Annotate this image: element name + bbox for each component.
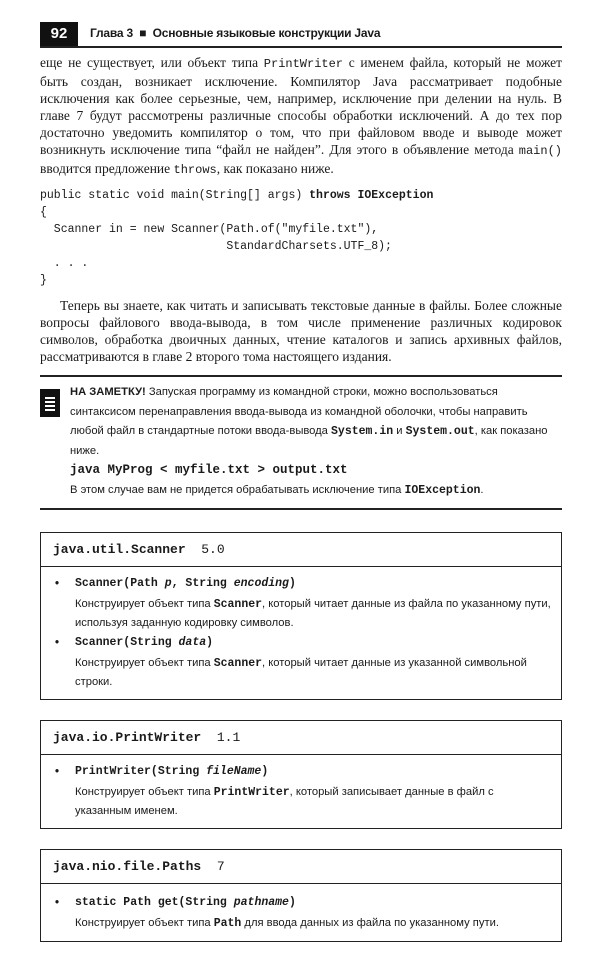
command-line: java MyProg < myfile.txt > output.txt (70, 463, 348, 477)
chapter-name: Основные языковые конструкции Java (152, 26, 381, 40)
chapter-title (90, 26, 380, 40)
paragraph-1: еще не существует, или объект типа PrintWriter с именем файла, который не может быть создан, возникает исключение. Компилятор Java рассматривает подобные исключения как более серьезные, чем, например, исключение при делении на нуль. В главе 7 будут рассмотрены различные способы обработки исключений. А до тех пор достаточно уведомить компилятор о том, что при файловом вводе и выводе может возникнуть исключение типа “файл не найден”. Для этого в объявление метода main() вводится предложение throws, как показано ниже. (40, 55, 562, 177)
chapter-label: Глава 3 (90, 26, 134, 40)
page-number: 92 (40, 22, 78, 46)
api-item: • Scanner(Path p, String encoding) Конструирует объект типа Scanner, который читает данные из файла по указанному пути, используя заданную кодировку символов. (41, 573, 561, 632)
api-item: • PrintWriter(String fileName) Конструирует объект типа PrintWriter, который записывает данные в файл с указанным именем. (41, 761, 561, 820)
paragraph-2: Теперь вы знаете, как читать и записывать текстовые данные в файлы. Более сложные вопросы файлового ввода-вывода, в том числе применение различных кодировок символов, обработка двоичных данных, чтение каталогов и запись архивных файлов, рассматриваются в главе 2 второго тома настоящего издания. (40, 298, 562, 364)
api-box-paths: java.nio.file.Paths 7 • static Path get(String pathname) Конструирует объект типа Path для ввода данных из файла по указанному пути. (40, 849, 562, 942)
separator-icon: ■ (139, 26, 147, 40)
note-box (40, 375, 562, 510)
api-item: • Scanner(String data) Конструирует объект типа Scanner, который читает данные из указанной символьной строки. (41, 632, 561, 691)
code-listing: public static void main(String[] args) throws IOException { Scanner in = new Scanner(Path.of("myfile.txt"), StandardCharsets.UTF_8); . . . } (40, 189, 434, 287)
api-box-printwriter: java.io.PrintWriter 1.1 • PrintWriter(String fileName) Конструирует объект типа PrintWriter, который записывает данные в файл с указанным именем. (40, 720, 562, 829)
note-icon (40, 389, 60, 417)
api-item: • static Path get(String pathname) Конструирует объект типа Path для ввода данных из файла по указанному пути. (41, 892, 561, 933)
note-text: НА ЗАМЕТКУ! Запуская программу из командной строки, можно воспользоваться синтаксисом перенаправления ввода-вывода из командной оболочки, чтобы направить любой файл в стандартные потоки ввода-вывода System.in и System.out, как показано ниже. java MyProg < myfile.txt > output.txt В этом случае вам не придется обрабатывать исключение типа IOException. (70, 386, 548, 497)
running-header (40, 22, 562, 48)
api-box-scanner: java.util.Scanner 5.0 • Scanner(Path p, String encoding) Конструирует объект типа Scanner, который читает данные из файла по указанному пути, используя заданную кодировку символов. • Scanner(String data) Конструирует объект типа Scanner, который читает данные из указанной символьной строки. (40, 532, 562, 700)
